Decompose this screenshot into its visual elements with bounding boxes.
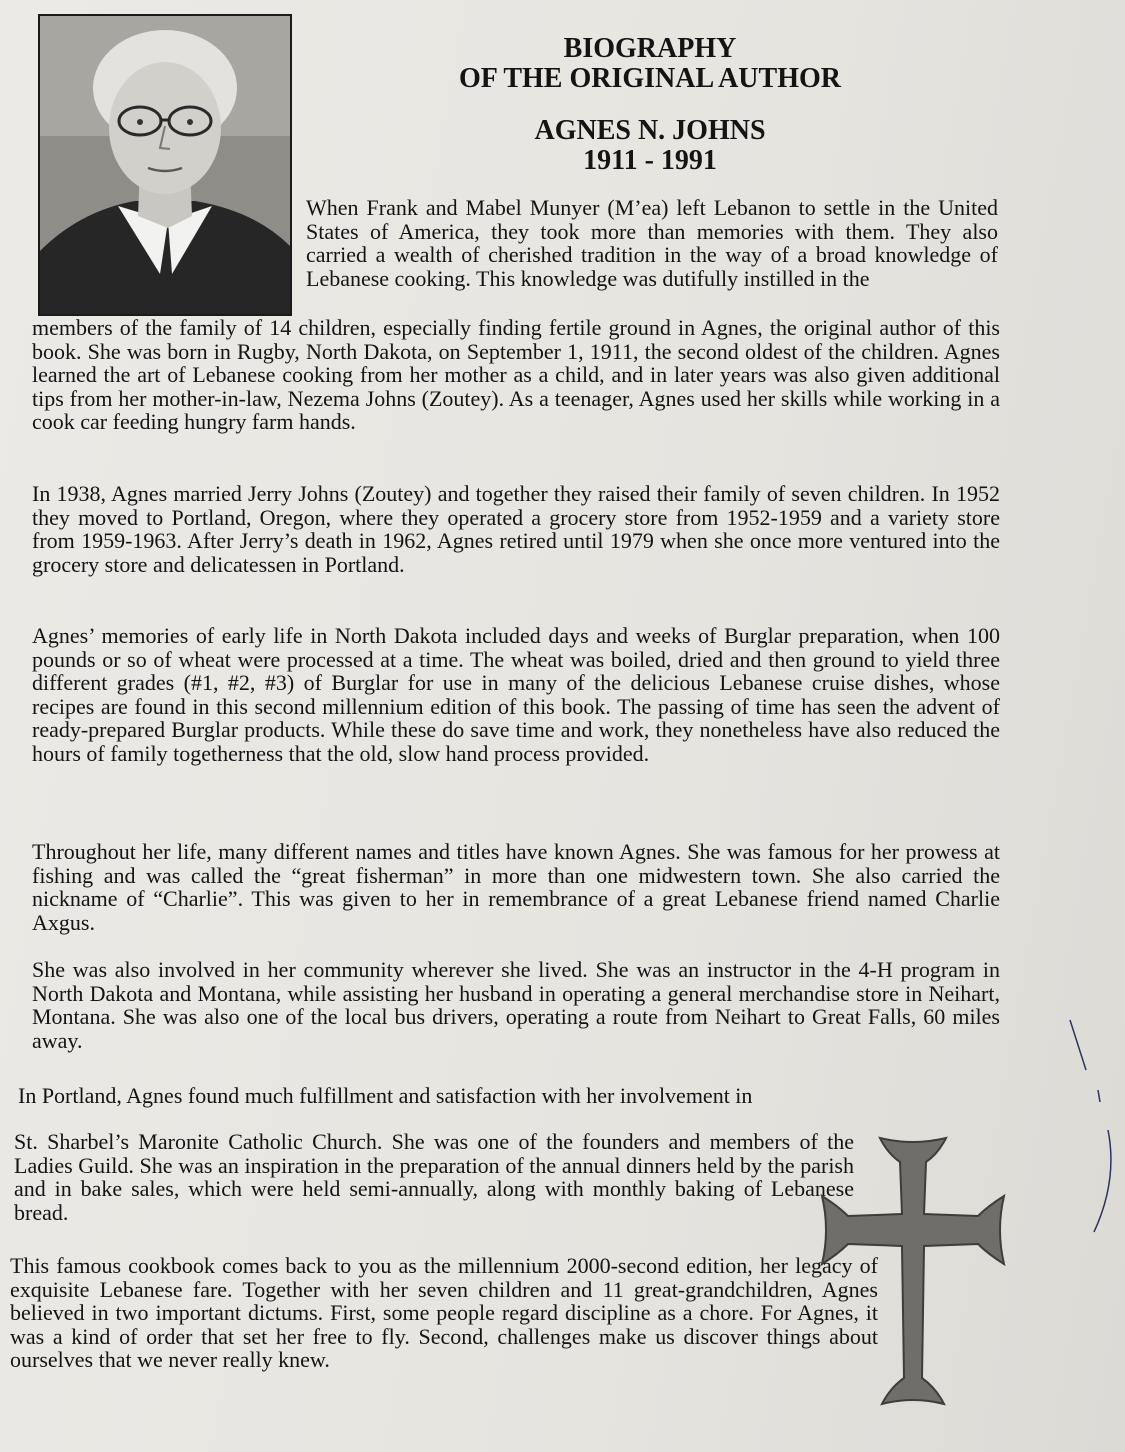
paragraph-nicknames: Throughout her life, many different names and titles have known Agnes. She was famous for her prowess at fishing and was called the “great fisherman” in more than one midwestern town. She also carried the nickname of “Charlie”. This was given to her in remembrance of a great Lebanese friend named Charlie Axgus.	[32, 839, 1000, 935]
paragraph-marriage: In 1938, Agnes married Jerry Johns (Zoutey) and together they raised their family of seven children. In 1952 they moved to Portland, Oregon, where they operated a grocery store from 1952-1959 and a variety store from 1959-1963. After Jerry’s death in 1962, Agnes retired until 1979 when she once more ventured into the grocery store and delicatessen in Portland.	[32, 481, 1000, 577]
author-years: 1911 - 1991	[583, 145, 717, 176]
paragraph-burglar: Agnes’ memories of early life in North Dakota included days and weeks of Burglar preparation, when 100 pounds or so of wheat were processed at a time. The wheat was boiled, dried and then ground to yield three different grades (#1, #2, #3) of Burglar for use in many of the delicious Lebanese cruise dishes, whose recipes are found in this second millennium edition of this book. The passing of time has seen the advent of ready-prepared Burglar products. While these do save time and work, they nonetheless have also reduced the hours of family togetherness that the old, slow hand process provided.	[32, 623, 1000, 766]
title-line-2: OF THE ORIGINAL AUTHOR	[459, 63, 841, 94]
cross-icon	[818, 1132, 1008, 1412]
pen-mark	[1060, 1010, 1120, 1260]
author-portrait-photo	[38, 14, 292, 316]
paragraph-church: St. Sharbel’s Maronite Catholic Church. She was one of the founders and members of the Ladies Guild. She was an inspiration in the preparation of the annual dinners held by the parish and in bake sales, which were held semi-annually, along with monthly baking of Lebanese bread.	[14, 1129, 854, 1225]
portrait-icon	[40, 16, 290, 314]
author-heading	[400, 116, 900, 176]
paragraph-family: members of the family of 14 children, especially finding fertile ground in Agnes, the original author of this book. She was born in Rugby, North Dakota, on September 1, 1911, the second oldest of the children. Agnes learned the art of Lebanese cooking from her mother as a child, and in later years was also given additional tips from her mother-in-law, Nezema Johns (Zoutey). As a teenager, Agnes used her skills while working in a cook car feeding hungry farm hands.	[32, 315, 1000, 434]
paragraph-legacy: This famous cookbook comes back to you as the millennium 2000-second edition, her legacy of exquisite Lebanese fare. Together with her seven children and 11 great-grandchildren, Agnes believed in two important dictums. First, some people regard discipline as a chore. For Agnes, it was a kind of order that set her free to fly. Second, challenges make us discover things about ourselves that we never really knew.	[10, 1253, 878, 1372]
lead-paragraph: When Frank and Mabel Munyer (M’ea) left Lebanon to settle in the United States of America, they took more than memories with them. They also carried a wealth of cherished tradition in the way of a broad knowledge of Lebanese cooking. This knowledge was dutifully instilled in the	[306, 195, 998, 291]
title-line-1: BIOGRAPHY	[563, 33, 737, 64]
page-title	[400, 34, 900, 94]
author-name: AGNES N. JOHNS	[534, 115, 766, 146]
paragraph-portland-intro: In Portland, Agnes found much fulfillment and satisfaction with her involvement in	[18, 1083, 753, 1108]
paragraph-community: She was also involved in her community wherever she lived. She was an instructor in the 4-H program in North Dakota and Montana, while assisting her husband in operating a general merchandise store in Neihart, Montana. She was also one of the local bus drivers, operating a route from Neihart to Great Falls, 60 miles away.	[32, 957, 1000, 1053]
